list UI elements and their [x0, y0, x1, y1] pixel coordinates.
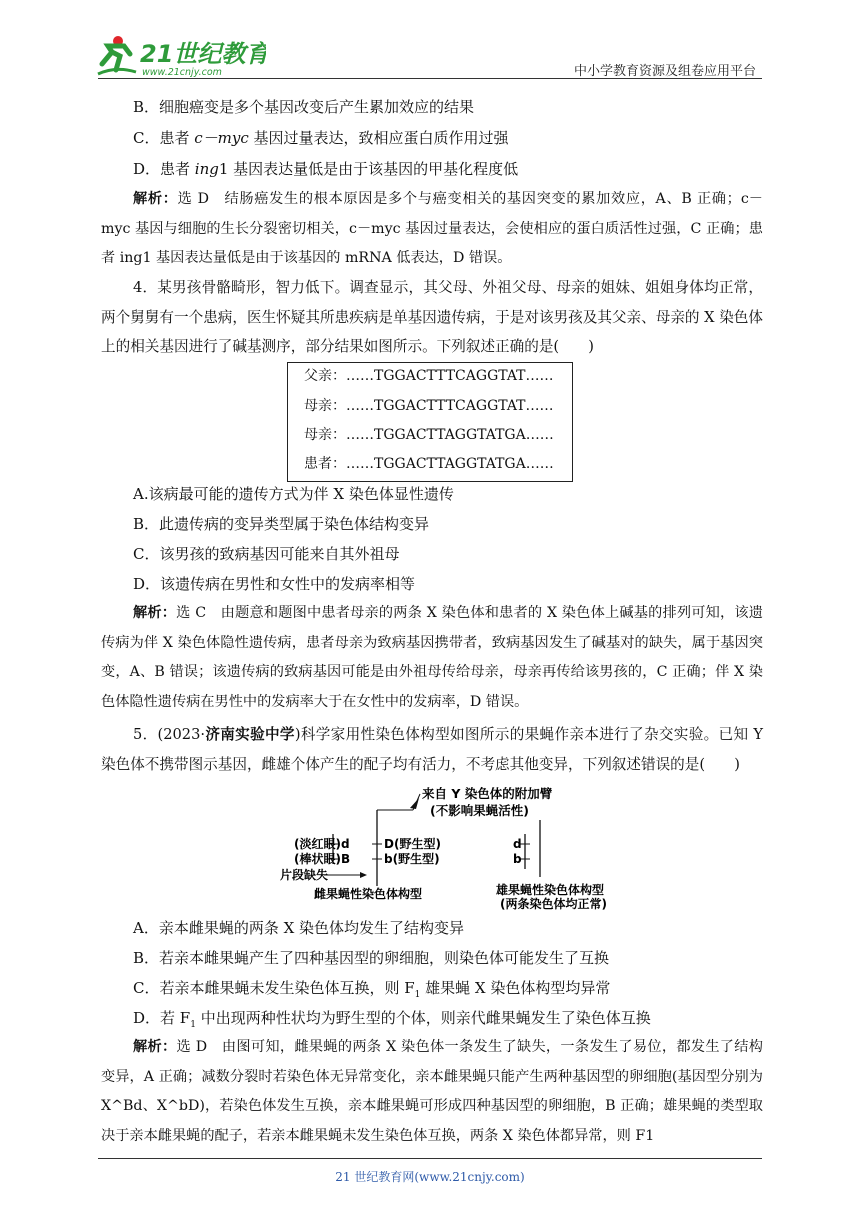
label-deletion: 片段缺失 [280, 868, 329, 882]
caption-female: 雌果蝇性染色体构型 [314, 887, 423, 901]
label-small-d: d [513, 837, 522, 851]
q3-option-c: C．患者 c－myc 基因过量表达，致相应蛋白质作用过强 [133, 129, 509, 147]
caption-male-1: 雄果蝇性染色体构型 [496, 883, 605, 897]
runner-logo-icon [98, 36, 136, 74]
q4-analysis: 解析：选 C 由题意和题图中患者母亲的两条 X 染色体和患者的 X 染色体上碱基的排列可知，该遗传病为伴 X 染色体隐性遗传病，患者母亲为致病基因携带者，致病基因发生了碱基对的缺失，属于基因突变，A、B 错误；该遗传病的致病基因可能是由外祖母传给母亲，母亲再传给该男孩的，C 正确；伴 X 染色体隐性遗传病在男性中的发病率大于在女性中的发病率，D 错误。 [101, 605, 763, 710]
q5-option-c: C．若亲本雌果蝇未发生染色体互换，则 $F_1$ 雄果蝇 X 染色体构型均异常 [133, 979, 611, 1000]
logo-text: 21世纪教育 [140, 40, 266, 68]
label-D-wild: D(野生型) [384, 837, 441, 851]
q3-analysis: 解析：选 D 结肠癌发生的根本原因是多个与癌变相关的基因突变的累加效应，A、B 正确；c－myc 基因与细胞的生长分裂密切相关，c－myc 基因过量表达，会使相应的蛋白质活性过强，C 正确；患者 ing1 基因表达量低是由于该基因的 mRNA 低表达，D 错误。 [101, 191, 763, 266]
arm-label-1: 来自 Y 染色体的附加臂 [422, 786, 553, 801]
chromosome-figure [270, 782, 630, 912]
label-d-pink: (淡红眼)d [294, 837, 350, 851]
sequence-row: 父亲：……TGGACTTTCAGGTAT…… [304, 368, 554, 384]
caption-male-2: (两条染色体均正常) [500, 897, 607, 911]
q5-option-d: D．若 $F_1$ 中出现两种性状均为野生型的个体，则亲代雌果蝇发生了染色体互换 [133, 1009, 651, 1030]
logo-url: www.21cnjy.com [142, 67, 222, 78]
site-logo [96, 34, 266, 78]
q4-option-d: D．该遗传病在男性和女性中的发病率相等 [133, 575, 416, 593]
label-b-wild: b(野生型) [384, 852, 440, 866]
label-small-b: b [513, 852, 522, 866]
sequence-table [287, 362, 573, 482]
q4-option-a: A.该病最可能的遗传方式为伴 X 染色体显性遗传 [133, 485, 454, 503]
q4-stem: 4．某男孩骨骼畸形，智力低下。调查显示，其父母、外祖父母、母亲的姐妹、姐姐身体均正常，两个舅舅有一个患病，医生怀疑其所患疾病是单基因遗传病，于是对该男孩及其父亲、母亲的 X 染色体上的相关基因进行了碱基测序，部分结果如图所示。下列叙述正确的是( ) [101, 279, 763, 355]
sequence-row: 患者：……TGGACTTAGGTATGA…… [304, 456, 554, 472]
footer-divider [98, 1158, 762, 1159]
label-b-bar: (棒状眼)B [294, 852, 351, 866]
q4-option-b: B．此遗传病的变异类型属于染色体结构变异 [133, 515, 430, 533]
q4-option-c: C．该男孩的致病基因可能来自其外祖母 [133, 545, 400, 563]
sequence-row: 母亲：……TGGACTTAGGTATGA…… [304, 427, 554, 443]
q5-option-a: A．亲本雌果蝇的两条 X 染色体均发生了结构变异 [133, 919, 465, 937]
header-divider [98, 78, 762, 79]
q5-analysis: 解析：选 D 由图可知，雌果蝇的两条 X 染色体一条发生了缺失，一条发生了易位，都发生了结构变异，A 正确；减数分裂时若染色体无异常变化，亲本雌果蝇只能产生两种基因型的卵细胞(基因型分别为 X^Bd、X^bD)，若染色体发生互换，亲本雌果蝇可形成四种基因型的卵细胞，B 正确；雄果蝇的类型取决于亲本雌果蝇的配子，若亲本雌果蝇未发生染色体互换，两条 X 染色体都异常，则 F1 [101, 1039, 763, 1144]
arm-label-2: (不影响果蝇活性) [430, 803, 529, 818]
arrow-icon [360, 872, 367, 878]
q3-option-b: B．细胞癌变是多个基因改变后产生累加效应的结果 [133, 98, 475, 116]
q5-option-b: B．若亲本雌果蝇产生了四种基因型的卵细胞，则染色体可能发生了互换 [133, 949, 610, 967]
footer-text: 21 世纪教育网(www.21cnjy.com) [335, 1170, 525, 1184]
arrow-icon [410, 798, 419, 809]
q3-option-d: D．患者 ing1 基因表达量低是由于该基因的甲基化程度低 [133, 160, 519, 178]
q5-stem: 5．(2023·济南实验中学)科学家用性染色体构型如图所示的果蝇作亲本进行了杂交实验。已知 Y 染色体不携带图示基因，雌雄个体产生的配子均有活力，不考虑其他变异，下列叙述错误的是( ) [101, 726, 763, 773]
platform-name: 中小学教育资源及组卷应用平台 [573, 64, 756, 79]
sequence-row: 母亲：……TGGACTTTCAGGTAT…… [304, 398, 554, 414]
